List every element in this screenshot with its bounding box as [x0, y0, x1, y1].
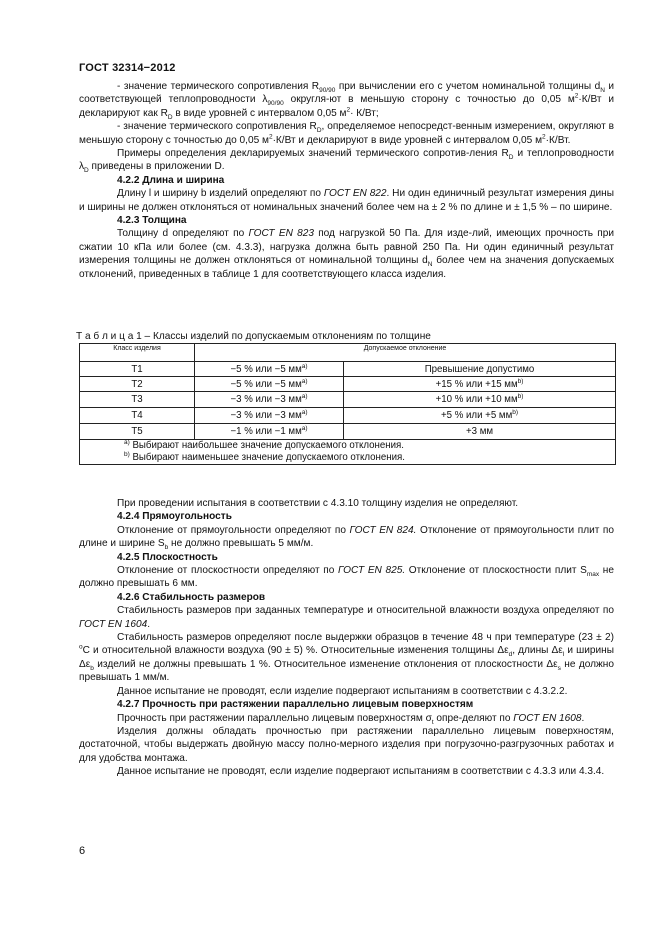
- footnote-b: $^{b)}$ Выбирают наименьшее значение допускаемого отклонения.: [124, 450, 405, 463]
- heading-4-2-6: 4.2.6 Стабильность размеров: [117, 591, 266, 603]
- cell-plus: +3 мм: [344, 424, 616, 440]
- paragraph-product-strength: Изделия должны обладать прочностью при растяжении параллельно лицевым поверхностям, достаточной, чтобы выдержать двойную массу полно-мерного изделия при погрузочно-разгрузочных работах и для удобства монтажа.: [79, 725, 614, 764]
- paragraph-examples: Примеры определения декларируемых значений термического сопротив-ления $R_D$ и теплопроводности $\lambda_D$ приведены в приложении D.: [79, 148, 614, 175]
- paragraph-flatness: Отклонение от плоскостности определяют по ГОСТ EN 825. Отклонение от плоскостности плит $S_{max}$ не должно превышать 6 мм.: [79, 565, 614, 590]
- paragraph-thickness-not-determined: При проведении испытания в соответствии с 4.3.10 толщину изделия не определяют.: [117, 498, 519, 509]
- cell-minus: −5 % или −5 $мм^{а)}$: [195, 377, 344, 392]
- paragraph-tensile-strength: Прочность при растяжении параллельно лицевым поверхностям $\sigma_t$ опре-деляют по ГОСТ EN 1608.: [117, 712, 585, 726]
- paragraph-test-not-performed-1: Данное испытание не проводят, если изделие подвергают испытаниям в соответствии с 4.3.2.2.: [117, 685, 568, 697]
- column-header-class: Класс изделия: [80, 344, 195, 362]
- table-row: [80, 392, 616, 408]
- cell-class: Т5: [80, 424, 195, 440]
- paragraph-squareness: Отклонение от прямоугольности определяют по ГОСТ EN 824. Отклонение от прямоугольности плит по длине и ширине $S_b$ не должно превышать 5 мм/м.: [79, 524, 614, 552]
- cell-plus: +15 % или +15 $мм^{b)}$: [344, 377, 616, 392]
- paragraph-dimensional-stability-2: Стабильность размеров определяют после выдержки образцов в течение 48 ч при температуре (23 ± 2) $^о$С и относительной влажности воздуха (90 ± 5) %. Относительные изменения толщины $\Delta\varepsilon_d$, длины $\Delta\varepsilon_l$ и ширины $\Delta\varepsilon_b$ изделий не должны превышать 1 %. Относительное изменение отклонения от плоскостности $\Delta\varepsilon_s$ не должно превышать 1 мм/м.: [79, 632, 614, 684]
- heading-4-2-5: 4.2.5 Плоскостность: [117, 551, 218, 563]
- column-header-deviation: Допускаемое отклонение: [195, 344, 616, 362]
- cell-class: Т1: [80, 362, 195, 377]
- heading-4-2-4: 4.2.4 Прямоугольность: [117, 511, 232, 523]
- cell-plus: +5 % или +5 $мм^{b)}$: [344, 408, 616, 424]
- cell-class: Т3: [80, 392, 195, 408]
- paragraph-thermal-resistance-2: - значение термического сопротивления $R_D$, определяемое непосредст-венным измерением, округляют в меньшую сторону с точностью до 0,05 $м^2\cdot К/Вт$ и декларируют в виде уровней с интервалом 0,05 $м^2\cdot К/Вт$.: [79, 121, 614, 146]
- table-row: [80, 377, 616, 392]
- standard-reference: ГОСТ EN 822: [323, 188, 387, 200]
- cell-minus: −5 % или −5 $мм^{а)}$: [195, 362, 344, 377]
- cell-class: Т4: [80, 408, 195, 424]
- table-caption: Т а б л и ц а 1 – Классы изделий по допускаемым отклонениям по толщине: [76, 331, 431, 342]
- standard-reference: ГОСТ EN 825.: [338, 565, 406, 577]
- footnote-a: $^{а)}$ Выбирают наибольшее значение допускаемого отклонения.: [124, 438, 404, 451]
- document-body-bottom: [79, 497, 614, 779]
- cell-minus: −3 % или −3 $мм^{а)}$: [195, 392, 344, 408]
- cell-plus: +10 % или +10 $мм^{b)}$: [344, 392, 616, 408]
- table-footnotes-row: [80, 440, 616, 465]
- table-row: [80, 424, 616, 440]
- document-body-top: [79, 80, 614, 281]
- standard-reference: ГОСТ EN 823: [248, 228, 314, 240]
- document-header: ГОСТ 32314−2012: [79, 62, 176, 74]
- standard-reference: ГОСТ EN 824.: [349, 524, 417, 536]
- table-row: [80, 362, 616, 377]
- paragraph-dimensional-stability-1: Стабильность размеров при заданных температуре и относительной влажности воздуха определяют по ГОСТ EN 1604.: [79, 605, 614, 630]
- table-row: [80, 408, 616, 424]
- cell-minus: −1 % или −1 $мм^{а)}$: [195, 424, 344, 440]
- thickness-tolerance-table: [79, 343, 616, 465]
- standard-reference: ГОСТ EN 1608: [513, 712, 582, 724]
- paragraph-thermal-resistance-1: - значение термического сопротивления $R_{90/90}$ при вычислении его с учетом номинальной толщины $d_N$ и соответствующей теплопроводности $\lambda_{90/90}$ округля-ют в меньшую сторону с точностью до 0,05 $м^2\cdot К/Вт$ и декларируют как $R_D$ в виде уровней с интервалом 0,05 $м^2\cdot К/Вт$;: [79, 81, 614, 121]
- cell-minus: −3 % или −3 $мм^{а)}$: [195, 408, 344, 424]
- page-number: 6: [79, 845, 86, 857]
- cell-class: Т2: [80, 377, 195, 392]
- heading-4-2-2: 4.2.2 Длина и ширина: [117, 174, 225, 186]
- paragraph-test-not-performed-2: Данное испытание не проводят, если изделие подвергают испытаниям в соответствии с 4.3.3 или 4.3.4.: [117, 766, 605, 778]
- table-footnotes: [80, 440, 616, 465]
- standard-reference: ГОСТ EN 1604: [79, 618, 148, 630]
- paragraph-thickness: Толщину d определяют по ГОСТ EN 823 под нагрузкой 50 Па. Для изде-лий, имеющих прочность при сжатии 10 кПа или более (см. 4.3.3), нагрузка должна быть равной 250 Па. Ни один единичный результат измерения толщины не должен отклоняться от номинальной толщины $d_N$ более чем на значения допускаемых отклонений, приведенных в таблице 1 для соответствующего класса изделия.: [79, 228, 614, 280]
- table-header-row: [80, 344, 616, 362]
- heading-4-2-7: 4.2.7 Прочность при растяжении параллельно лицевым поверхностям: [117, 699, 474, 711]
- heading-4-2-3: 4.2.3 Толщина: [117, 215, 187, 227]
- cell-plus: Превышение допустимо: [344, 362, 616, 377]
- paragraph-length-width: Длину l и ширину b изделий определяют по ГОСТ EN 822. Ни один единичный результат измерения дины и ширины не должен отклоняться от номинальных значений более чем на ± 2 % по длине и ± 1,5 % – по ширине.: [79, 188, 614, 213]
